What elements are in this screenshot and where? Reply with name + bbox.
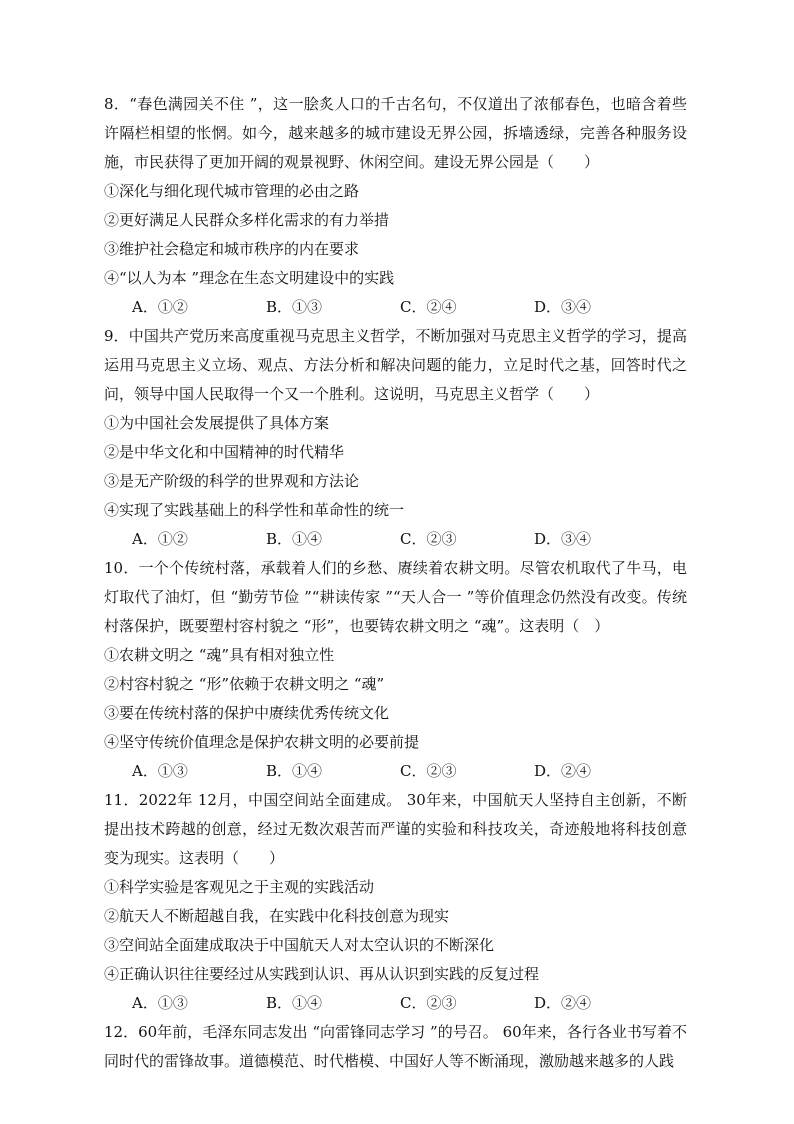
choice-item: ④实现了实践基础上的科学性和革命性的统一 — [104, 501, 405, 519]
answer-options — [104, 757, 687, 786]
option-b[interactable]: B．①④ — [266, 994, 323, 1012]
option-d[interactable]: D．②④ — [534, 994, 592, 1012]
option-b[interactable]: B．①④ — [266, 762, 323, 780]
choice-item: ①为中国社会发展提供了具体方案 — [104, 414, 330, 432]
answer-options — [104, 989, 687, 1018]
choice-item: ②更好满足人民群众多样化需求的有力举措 — [104, 211, 390, 229]
choice-item: ③维护社会稳定和城市秩序的内在要求 — [104, 240, 360, 258]
option-d[interactable]: D．②④ — [534, 762, 592, 780]
choice-item: ②航天人不断超越自我，在实践中化科技创意为现实 — [104, 907, 450, 925]
question-12 — [104, 1018, 687, 1076]
question-stem: 12．60年前，毛泽东同志发出 “向雷锋同志学习 ”的号召。 60年来，各行各业书写着不同时代的雷锋故事。道德模范、时代楷模、中国好人等不断涌现，激励越来越多的人践 — [104, 1023, 687, 1070]
option-a[interactable]: A．①② — [132, 298, 188, 316]
choice-item: ①科学实验是客观见之于主观的实践活动 — [104, 878, 375, 896]
question-10 — [104, 554, 687, 786]
option-c[interactable]: C．②④ — [400, 298, 457, 316]
option-a[interactable]: A．①③ — [132, 762, 188, 780]
choice-item: ③是无产阶级的科学的世界观和方法论 — [104, 472, 360, 490]
choice-item: ③要在传统村落的保护中赓续优秀传统文化 — [104, 704, 390, 722]
answer-options — [104, 293, 687, 322]
choice-item: ③空间站全面建成取决于中国航天人对太空认识的不断深化 — [104, 936, 495, 954]
answer-options — [104, 525, 687, 554]
question-stem: 10．一个个传统村落，承载着人们的乡愁、赓续着农耕文明。尽管农机取代了牛马，电灯取代了油灯，但 “勤劳节俭 ”“耕读传家 ”“天人合一 ”等价值理念仍然没有改变。传统村落保护，既要塑村容村貌之 “形”，也要铸农耕文明之 “魂”。这表明（ ） — [104, 559, 687, 635]
question-stem: 9．中国共产党历来高度重视马克思主义哲学，不断加强对马克思主义哲学的学习，提高运用马克思主义立场、观点、方法分析和解决问题的能力，立足时代之基，回答时代之问，领导中国人民取得一个又一个胜利。这说明，马克思主义哲学（ ） — [104, 327, 687, 403]
choice-item: ②村容村貌之 “形”依赖于农耕文明之 “魂” — [104, 675, 385, 693]
question-stem: 8．“春色满园关不住 ”，这一脍炙人口的千古名句，不仅道出了浓郁春色，也暗含着些许隔栏相望的怅惘。如今，越来越多的城市建设无界公园，拆墙透绿，完善各种服务设施，市民获得了更加开阔的观景视野、休闲空间。建设无界公园是（ ） — [104, 95, 687, 171]
option-c[interactable]: C．②③ — [400, 530, 457, 548]
option-a[interactable]: A．①③ — [132, 994, 188, 1012]
choice-item: ①深化与细化现代城市管理的必由之路 — [104, 182, 360, 200]
option-d[interactable]: D．③④ — [534, 530, 592, 548]
exam-page — [104, 90, 687, 1076]
choice-item: ④坚守传统价值理念是保护农耕文明的必要前提 — [104, 733, 420, 751]
question-8 — [104, 90, 687, 322]
option-c[interactable]: C．②③ — [400, 762, 457, 780]
option-b[interactable]: B．①③ — [266, 298, 323, 316]
choice-item: ④“以人为本 ”理念在生态文明建设中的实践 — [104, 269, 395, 287]
question-9 — [104, 322, 687, 554]
choice-item: ④正确认识往往要经过从实践到认识、再从认识到实践的反复过程 — [104, 965, 540, 983]
option-a[interactable]: A．①② — [132, 530, 188, 548]
option-b[interactable]: B．①④ — [266, 530, 323, 548]
choice-item: ②是中华文化和中国精神的时代精华 — [104, 443, 345, 461]
question-stem: 11．2022年 12月，中国空间站全面建成。 30年来，中国航天人坚持自主创新，不断提出技术跨越的创意，经过无数次艰苦而严谨的实验和科技攻关，奇迹般地将科技创意变为现实。这表明（ ） — [104, 791, 687, 867]
option-d[interactable]: D．③④ — [534, 298, 592, 316]
choice-item: ①农耕文明之 “魂”具有相对独立性 — [104, 646, 335, 664]
option-c[interactable]: C．②③ — [400, 994, 457, 1012]
question-11 — [104, 786, 687, 1018]
